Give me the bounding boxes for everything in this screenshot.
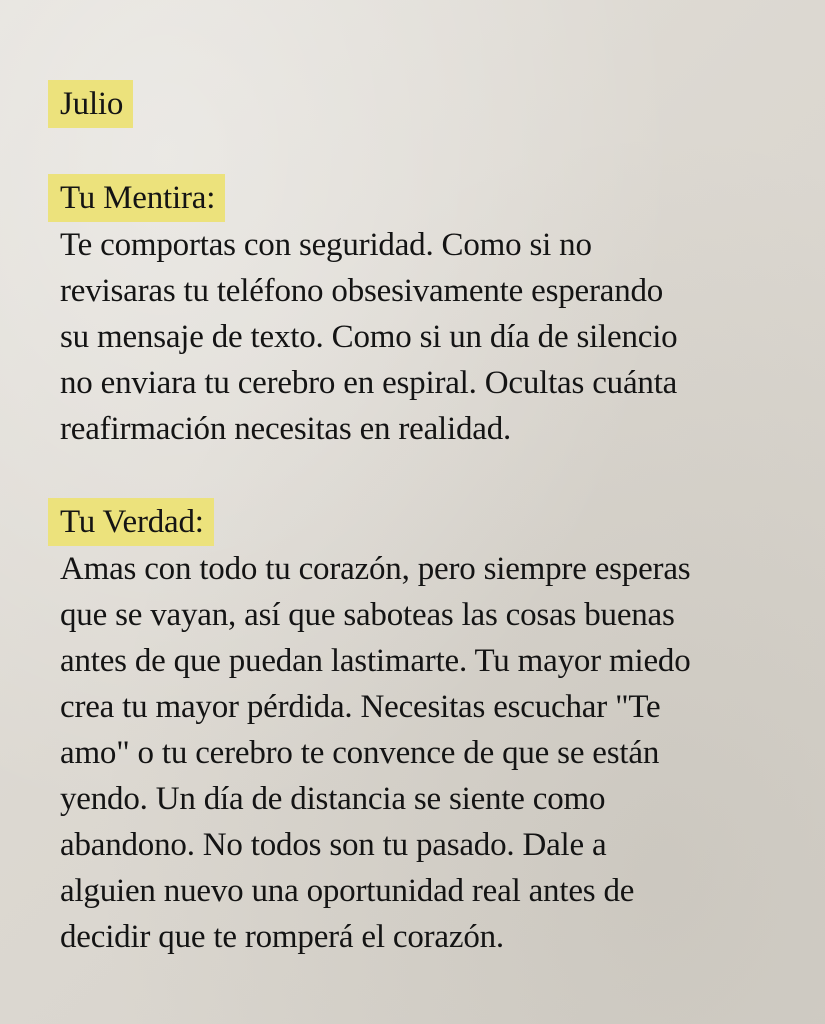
paragraph-line: amo" o tu cerebro te convence de que se están [60,735,660,771]
month-title: Julio [48,80,133,128]
paragraph-line: alguien nuevo una oportunidad real antes de [60,873,635,909]
paragraph-line: decidir que te romperá el corazón. [60,919,504,955]
paragraph-line: antes de que puedan lastimarte. Tu mayor miedo [60,643,691,679]
section-truth [60,498,800,960]
paragraph-line: Amas con todo tu corazón, pero siempre esperas [60,551,691,587]
paragraph-line: Te comportas con seguridad. Como si no [60,227,592,263]
paragraph-line: no enviara tu cerebro en espiral. Ocultas cuánta [60,365,678,401]
section-heading-truth: Tu Verdad: [48,498,214,546]
section-lie [60,174,800,452]
paragraph-line: abandono. No todos son tu pasado. Dale a [60,827,607,863]
paragraph-line: que se vayan, así que saboteas las cosas buenas [60,597,675,633]
paragraph-line: su mensaje de texto. Como si un día de silencio [60,319,678,355]
paragraph-line: crea tu mayor pérdida. Necesitas escuchar "Te [60,689,661,725]
paragraph-line: yendo. Un día de distancia se siente como [60,781,606,817]
paragraph-line: revisaras tu teléfono obsesivamente esperando [60,273,664,309]
section-heading-lie: Tu Mentira: [48,174,225,222]
text-block [60,80,800,960]
paragraph-line: reafirmación necesitas en realidad. [60,411,512,447]
